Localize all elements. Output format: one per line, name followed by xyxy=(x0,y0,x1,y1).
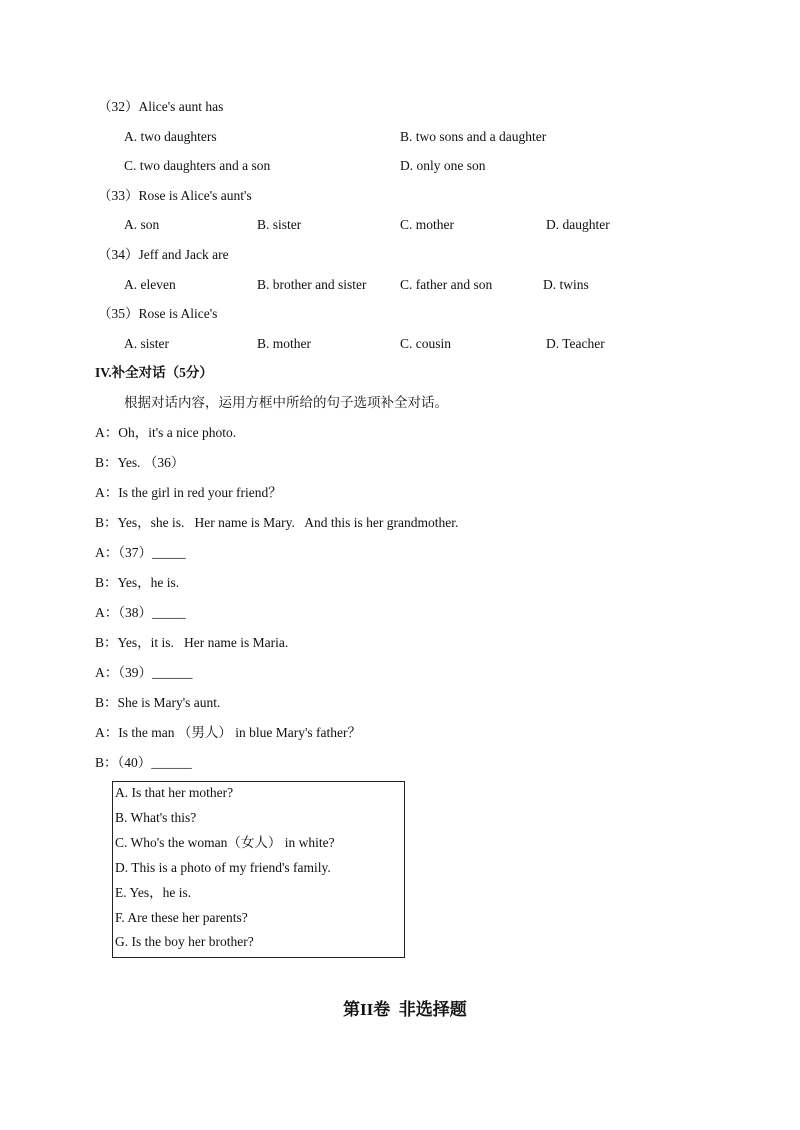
choice-item: E. Yes，he is. xyxy=(115,885,192,900)
dialogue-line: A：（38）_____ xyxy=(95,605,186,620)
dialogue-line: A：（37）_____ xyxy=(95,545,186,560)
dialogue-line: B：Yes. （36） xyxy=(95,455,185,470)
question-34-option-d: D. twins xyxy=(543,277,589,292)
question-35-option-a: A. sister xyxy=(124,336,169,351)
choice-item: F. Are these her parents? xyxy=(115,910,248,925)
answer-choices-box xyxy=(112,781,405,958)
choice-item: G. Is the boy her brother? xyxy=(115,934,254,949)
question-33-option-c: C. mother xyxy=(400,217,454,232)
question-35-option-d: D. Teacher xyxy=(546,336,605,351)
choice-item: A. Is that her mother? xyxy=(115,785,234,800)
question-33-option-a: A. son xyxy=(124,217,160,232)
question-33-stem: （33）Rose is Alice's aunt's xyxy=(98,188,252,203)
question-32-option-c: C. two daughters and a son xyxy=(124,158,271,173)
dialogue-line: A：Is the man （男人） in blue Mary's father？ xyxy=(95,725,362,740)
choice-item: D. This is a photo of my friend's family. xyxy=(115,860,331,875)
dialogue-line: B：She is Mary's aunt. xyxy=(95,695,221,710)
question-34-option-a: A. eleven xyxy=(124,277,176,292)
section-4-heading: IV.补全对话（5分） xyxy=(95,365,213,380)
section-4-instruction: 根据对话内容，运用方框中所给的句子选项补全对话。 xyxy=(124,395,448,410)
dialogue-line: B：Yes，she is. Her name is Mary. And this is her grandmother. xyxy=(95,515,459,530)
dialogue-line: A：（39）______ xyxy=(95,665,193,680)
question-35-option-b: B. mother xyxy=(257,336,311,351)
dialogue-line: A：Is the girl in red your friend？ xyxy=(95,485,282,500)
choice-item: B. What's this? xyxy=(115,810,197,825)
part-2-title: 第II卷 非选择题 xyxy=(343,1000,467,1019)
dialogue-line: A：Oh，it's a nice photo. xyxy=(95,425,237,440)
question-32-option-a: A. two daughters xyxy=(124,129,217,144)
question-34-stem: （34）Jeff and Jack are xyxy=(98,247,229,262)
dialogue-line: B：Yes，he is. xyxy=(95,575,180,590)
question-33-option-b: B. sister xyxy=(257,217,302,232)
choice-item: C. Who's the woman（女人） in white? xyxy=(115,835,335,850)
question-35-option-c: C. cousin xyxy=(400,336,452,351)
question-34-option-b: B. brother and sister xyxy=(257,277,367,292)
question-32-option-b: B. two sons and a daughter xyxy=(400,129,547,144)
question-35-stem: （35）Rose is Alice's xyxy=(98,306,218,321)
question-34-option-c: C. father and son xyxy=(400,277,493,292)
dialogue-line: B：（40）______ xyxy=(95,755,192,770)
question-32-stem: （32）Alice's aunt has xyxy=(98,99,224,114)
question-32-option-d: D. only one son xyxy=(400,158,486,173)
question-33-option-d: D. daughter xyxy=(546,217,610,232)
dialogue-line: B：Yes，it is. Her name is Maria. xyxy=(95,635,289,650)
